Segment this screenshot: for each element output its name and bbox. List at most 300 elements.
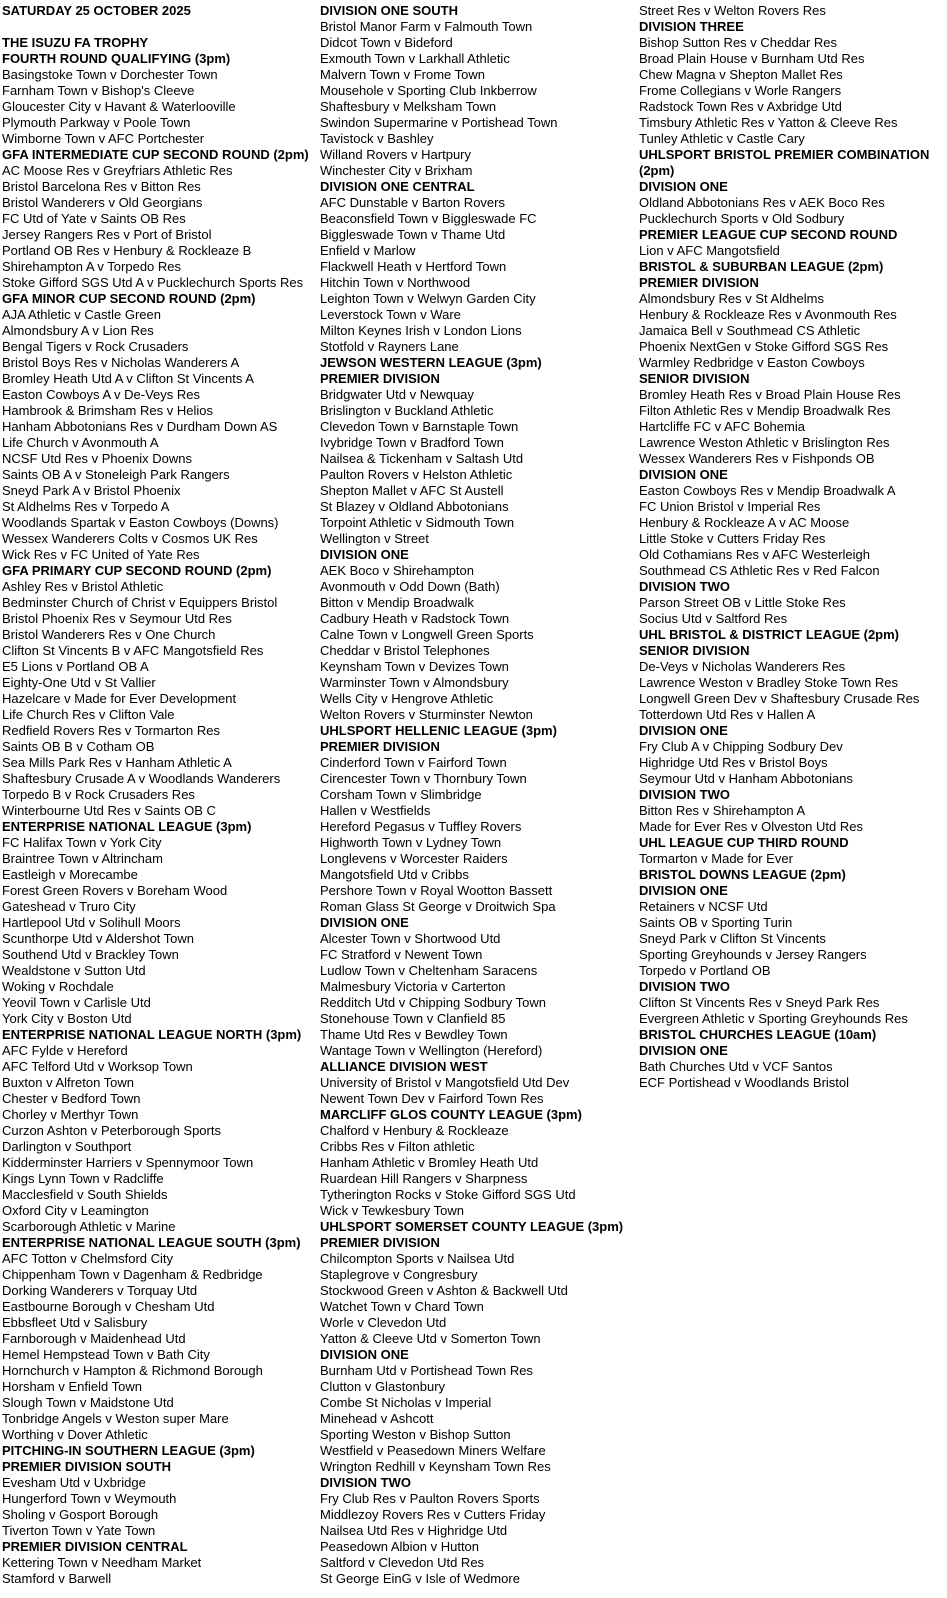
vs-separator: v — [412, 835, 426, 850]
vs-separator: v — [110, 387, 125, 402]
fixture-line — [320, 1139, 639, 1155]
away-team: Port of Bristol — [133, 227, 212, 242]
fixture-line — [639, 35, 947, 51]
away-team: De-Veys Res — [124, 387, 201, 402]
home-team: Southmead CS Athletic Res — [639, 563, 800, 578]
home-team: Shirehampton A — [2, 259, 94, 274]
vs-separator: v — [115, 611, 130, 626]
vs-separator: v — [87, 83, 102, 98]
vs-separator: v — [353, 595, 367, 610]
away-team: Street — [394, 531, 429, 546]
vs-separator: v — [55, 867, 70, 882]
vs-separator: v — [53, 1427, 68, 1442]
vs-separator: v — [76, 1331, 91, 1346]
home-team: Life Church — [2, 435, 69, 450]
home-team: Chew Magna — [639, 67, 716, 82]
home-team: Ludlow Town — [320, 963, 395, 978]
home-team: FC Stratford — [320, 947, 391, 962]
away-team: Droitwich Spa — [475, 899, 556, 914]
home-team: Lawrence Weston Athletic — [639, 435, 789, 450]
home-team: Flackwell Heath — [320, 259, 412, 274]
vs-separator: v — [121, 723, 135, 738]
away-team: Weston super Mare — [115, 1411, 229, 1426]
fixture-line — [2, 211, 320, 227]
fixture-line — [320, 115, 639, 131]
fixture-line — [2, 1411, 320, 1427]
home-team: Bristol Boys Res — [2, 355, 98, 370]
home-team: Jamaica Bell — [639, 323, 713, 338]
vs-separator: v — [81, 947, 96, 962]
home-team: Macclesfield — [2, 1187, 74, 1202]
section-header: UHLSPORT BRISTOL PREMIER COMBINATION (2pm) — [639, 147, 930, 178]
home-team: Torpedo — [639, 963, 686, 978]
vs-separator: v — [80, 483, 94, 498]
vs-separator: v — [134, 771, 149, 786]
away-team: Boston Utd — [67, 1011, 132, 1026]
away-team: Bath City — [157, 1347, 210, 1362]
vs-separator: v — [758, 547, 772, 562]
vs-separator: v — [80, 1475, 94, 1490]
away-team: Buckland Athletic — [394, 403, 494, 418]
home-team: Slough Town — [2, 1395, 77, 1410]
vs-separator: v — [65, 899, 80, 914]
vs-separator: v — [93, 259, 108, 274]
home-team: Brislington — [320, 403, 381, 418]
home-team: E5 Lions — [2, 659, 53, 674]
fixture-line — [320, 1283, 639, 1299]
vs-separator: v — [437, 979, 452, 994]
away-team: Needham Market — [101, 1555, 202, 1570]
home-team: Chilcompton Sports — [320, 1251, 434, 1266]
home-team: Southend Utd — [2, 947, 82, 962]
vs-separator: v — [764, 115, 778, 130]
fixture-line — [639, 435, 947, 451]
fixture-line — [2, 931, 320, 947]
home-team: Lawrence Weston — [639, 675, 743, 690]
away-team: Brackley Town — [95, 947, 179, 962]
vs-separator: v — [54, 1379, 69, 1394]
away-team: Seymour Utd Res — [129, 611, 232, 626]
fixture-line — [320, 1363, 639, 1379]
away-team: Fairford Town Res — [438, 1091, 544, 1106]
vs-separator: v — [364, 1555, 379, 1570]
section-header: PREMIER DIVISION — [320, 1235, 440, 1250]
vs-separator: v — [417, 867, 432, 882]
home-team: Saints OB — [639, 915, 698, 930]
vs-separator: v — [419, 675, 433, 690]
fixture-line — [639, 771, 947, 787]
fixture-line — [2, 547, 320, 563]
fixture-line — [320, 1331, 639, 1347]
home-team: Eastleigh — [2, 867, 56, 882]
vs-separator: v — [411, 1027, 425, 1042]
fixture-line — [2, 531, 320, 547]
vs-separator: v — [694, 899, 709, 914]
home-team: Frome Collegians — [639, 83, 741, 98]
vs-separator: v — [165, 595, 180, 610]
vs-separator: v — [400, 931, 415, 946]
home-team: Wrington Redhill — [320, 1459, 416, 1474]
away-team: Fishponds OB — [792, 451, 875, 466]
vs-separator: v — [431, 1075, 445, 1090]
vs-separator: v — [436, 1331, 451, 1346]
away-team: Bashley — [387, 131, 434, 146]
vs-separator: v — [127, 179, 141, 194]
section-header: DIVISION ONE — [320, 547, 409, 562]
fixture-line — [2, 675, 320, 691]
section-header: GFA PRIMARY CUP SECOND ROUND (2pm) — [2, 563, 272, 578]
home-team: Saltford — [320, 1555, 365, 1570]
home-team: Shepton Mallet — [320, 483, 407, 498]
away-team: Dorchester Town — [120, 67, 218, 82]
home-team: AFC Dunstable — [320, 195, 409, 210]
fixture-line — [2, 1043, 320, 1059]
vs-separator: v — [411, 259, 426, 274]
vs-separator: v — [99, 243, 114, 258]
fixture-line — [320, 755, 639, 771]
vs-separator: v — [359, 243, 374, 258]
home-team: Shaftesbury Crusade A — [2, 771, 135, 786]
fixture-line — [639, 595, 947, 611]
section-header: DIVISION ONE CENTRAL — [320, 179, 475, 194]
fixture-line — [2, 1555, 320, 1571]
away-team: AFC Bohemia — [724, 419, 805, 434]
fixture-line — [320, 1571, 639, 1587]
home-team: Kidderminster Harriers — [2, 1155, 133, 1170]
vs-separator: v — [406, 483, 420, 498]
away-team: Made for Ever — [711, 851, 793, 866]
fixture-line — [320, 979, 639, 995]
home-team: Hanham Abbotonians Res — [2, 419, 154, 434]
fixture-line — [320, 307, 639, 323]
fixture-line — [320, 1427, 639, 1443]
vs-separator: v — [745, 755, 759, 770]
away-team: Ashcott — [390, 1411, 434, 1426]
away-team: Chelmsford City — [80, 1251, 173, 1266]
home-team: Saints OB B — [2, 739, 73, 754]
away-team: Boreham Wood — [137, 883, 228, 898]
away-team: Shirehampton — [393, 563, 474, 578]
vs-separator: v — [408, 195, 422, 210]
fixture-line — [320, 1315, 639, 1331]
home-team: Newent Town Dev — [320, 1091, 425, 1106]
home-team: Pucklechurch Sports — [639, 211, 759, 226]
vs-separator: v — [663, 243, 677, 258]
away-team: Marine — [135, 1219, 176, 1234]
home-team: Corsham Town — [320, 787, 407, 802]
away-team: FC United of Yate Res — [70, 547, 200, 562]
fixture-line — [2, 1091, 320, 1107]
away-team: Rochdale — [58, 979, 114, 994]
home-team: AFC Fylde — [2, 1043, 64, 1058]
fixture-line — [2, 483, 320, 499]
fixture-line — [639, 499, 947, 515]
home-team: Clutton — [320, 1379, 362, 1394]
vs-separator: v — [99, 1171, 114, 1186]
fixture-line — [2, 851, 320, 867]
section-header: SENIOR DIVISION — [639, 371, 750, 386]
home-team: Enfield — [320, 243, 360, 258]
fixture-line — [320, 211, 639, 227]
away-team: Royal Wootton Bassett — [420, 883, 553, 898]
vs-separator: v — [405, 51, 419, 66]
vs-separator: v — [408, 419, 423, 434]
vs-separator: v — [420, 771, 434, 786]
vs-separator: v — [688, 659, 702, 674]
home-team: Bath Churches Utd — [639, 1059, 749, 1074]
vs-separator: v — [416, 307, 431, 322]
fixture-line — [2, 1571, 320, 1587]
away-team: Stoke Gifford SGS Utd — [445, 1187, 576, 1202]
fixture-line — [2, 259, 320, 275]
home-team: University of Bristol — [320, 1075, 432, 1090]
away-team: Imperial — [445, 1395, 492, 1410]
section-header: JEWSON WESTERN LEAGUE (3pm) — [320, 355, 542, 370]
vs-separator: v — [747, 51, 762, 66]
vs-separator: v — [67, 1203, 81, 1218]
fixture-line — [320, 291, 639, 307]
vs-separator: v — [396, 1363, 411, 1378]
fixture-line — [639, 243, 947, 259]
away-team: Hanham Abbotonians — [728, 771, 853, 786]
away-team: Mendip Broadwalk A — [777, 483, 896, 498]
away-team: Brixham — [424, 163, 473, 178]
vs-separator: v — [121, 1219, 136, 1234]
away-team: Salisbury — [93, 1315, 148, 1330]
away-team: Burnham Utd Res — [761, 51, 865, 66]
home-team: Cinderford Town — [320, 755, 415, 770]
fixture-line — [2, 915, 320, 931]
section-header: UHL BRISTOL & DISTRICT LEAGUE (2pm) — [639, 627, 900, 642]
fixture-line — [320, 1123, 639, 1139]
away-team: Marlow — [373, 243, 416, 258]
home-team: Nailsea & Tickenham — [320, 451, 443, 466]
away-team: Cutters Friday — [463, 1507, 546, 1522]
fixture-line — [639, 611, 947, 627]
away-team: Maidenhead Utd — [90, 1331, 186, 1346]
away-team: Frome Town — [413, 67, 485, 82]
away-team: Clevedon Utd — [367, 1315, 447, 1330]
vs-separator: v — [353, 1315, 368, 1330]
fixture-line — [320, 1299, 639, 1315]
fixture-line — [639, 67, 947, 83]
away-team: Falmouth Town — [444, 19, 533, 34]
vs-separator: v — [706, 931, 720, 946]
home-team: Bridgwater Utd — [320, 387, 406, 402]
home-team: Malvern Town — [320, 67, 400, 82]
fixture-line — [2, 467, 320, 483]
away-team: Tormarton Res — [134, 723, 220, 738]
fixture-line — [2, 1299, 320, 1315]
away-team: Red Falcon — [813, 563, 880, 578]
vs-separator: v — [42, 1075, 56, 1090]
home-team: Wantage Town — [320, 1043, 406, 1058]
away-team: Devizes Town — [428, 659, 509, 674]
vs-separator: v — [431, 1187, 446, 1202]
vs-separator: v — [415, 1427, 430, 1442]
fixture-line — [320, 1027, 639, 1043]
section-header: DIVISION ONE — [320, 915, 409, 930]
away-team: Hereford — [77, 1043, 128, 1058]
vs-separator: v — [106, 67, 121, 82]
vs-separator: v — [405, 387, 420, 402]
away-team: Rock Crusaders Res — [75, 787, 195, 802]
away-team: Saltford Res — [715, 611, 788, 626]
home-team: Broad Plain House — [639, 51, 748, 66]
fixture-line — [320, 83, 639, 99]
away-team: Rayners Lane — [377, 339, 459, 354]
fixture-line — [320, 1267, 639, 1283]
home-team: Wells City — [320, 691, 378, 706]
vs-separator: v — [143, 1347, 158, 1362]
away-team: Peterborough Sports — [101, 1123, 221, 1138]
away-team: London Lions — [443, 323, 522, 338]
vs-separator: v — [85, 915, 99, 930]
home-team: Sneyd Park A — [2, 483, 81, 498]
away-team: Cheltenham Saracens — [408, 963, 538, 978]
away-team: AFC St Austell — [419, 483, 504, 498]
vs-separator: v — [123, 883, 138, 898]
fixture-line — [2, 1283, 320, 1299]
vs-separator: v — [405, 707, 419, 722]
away-team: Radcliffe — [113, 1171, 164, 1186]
away-team: St Vallier — [104, 675, 156, 690]
away-team: Torpedo A — [110, 499, 170, 514]
vs-separator: v — [113, 1283, 128, 1298]
fixture-line — [639, 915, 947, 931]
home-team: Leverstock Town — [320, 307, 417, 322]
fixture-line — [639, 339, 947, 355]
vs-separator: v — [763, 483, 778, 498]
home-team: Mangotsfield Utd — [320, 867, 418, 882]
vs-separator: v — [741, 291, 756, 306]
section-header: DIVISION ONE SOUTH — [320, 3, 458, 18]
home-team: Eighty-One Utd — [2, 675, 91, 690]
fixture-line — [2, 179, 320, 195]
fixture-line — [639, 659, 947, 675]
fixture-line — [320, 419, 639, 435]
home-team: Keynsham Town — [320, 659, 416, 674]
section-header: DIVISION ONE — [639, 467, 728, 482]
fixture-line — [2, 1507, 320, 1523]
away-team: Mangotsfield Utd Dev — [444, 1075, 570, 1090]
home-team: Hemel Hempstead Town — [2, 1347, 144, 1362]
fixture-line — [639, 899, 947, 915]
home-team: Winchester City — [320, 163, 412, 178]
fixture-line — [639, 51, 947, 67]
vs-separator: v — [753, 707, 767, 722]
fixture-line — [320, 515, 639, 531]
fixture-line — [639, 1011, 947, 1027]
home-team: Wessex Wanderers Colts — [2, 531, 148, 546]
fixture-line — [320, 787, 639, 803]
fixture-line — [639, 947, 947, 963]
section-header: MARCLIFF GLOS COUNTY LEAGUE (3pm) — [320, 1107, 582, 1122]
home-team: Timsbury Athletic Res — [639, 115, 765, 130]
fixture-line — [2, 1331, 320, 1347]
away-team: Pucklechurch Sports Res — [157, 275, 304, 290]
fixture-line — [320, 899, 639, 915]
fixture-line — [320, 1075, 639, 1091]
away-team: Bishop's Cleeve — [101, 83, 195, 98]
away-team: Solihull Moors — [98, 915, 181, 930]
fixture-line — [320, 883, 639, 899]
home-team: Bitton Res — [639, 803, 699, 818]
away-team: AC Moose — [788, 515, 850, 530]
home-team: Sporting Greyhounds — [639, 947, 762, 962]
vs-separator: v — [403, 291, 418, 306]
away-team: Almondsbury — [432, 675, 509, 690]
home-team: Totterdown Utd Res — [639, 707, 754, 722]
fixture-line — [2, 995, 320, 1011]
home-team: Chorley — [2, 1107, 47, 1122]
home-team: Almondsbury Res — [639, 291, 742, 306]
section-header: PREMIER DIVISION — [320, 371, 440, 386]
vs-separator: v — [379, 563, 393, 578]
away-team: Bristol Telephones — [383, 643, 490, 658]
fixture-line — [639, 819, 947, 835]
fixture-line — [2, 1059, 320, 1075]
away-team: Yatton & Cleeve Res — [777, 115, 898, 130]
home-team: Staplegrove — [320, 1267, 390, 1282]
fixture-line — [320, 499, 639, 515]
vs-separator: v — [700, 3, 715, 18]
vs-separator: v — [90, 675, 105, 690]
away-team: Old Georgians — [118, 195, 203, 210]
home-team: Wellington — [320, 531, 381, 546]
fixture-line — [320, 835, 639, 851]
fixture-line — [2, 339, 320, 355]
home-team: Braintree Town — [2, 851, 89, 866]
away-team: Portishead Town — [461, 115, 558, 130]
away-team: Portland OB A — [66, 659, 149, 674]
away-team: Torpedo Res — [107, 259, 182, 274]
vs-separator: v — [747, 819, 762, 834]
vs-separator: v — [70, 307, 85, 322]
home-team: Saints OB A — [2, 467, 72, 482]
vs-separator: v — [389, 99, 404, 114]
vs-separator: v — [380, 403, 395, 418]
away-team: Avonmouth A — [81, 435, 159, 450]
away-team: NCSF Utd — [708, 899, 768, 914]
fixture-line — [639, 419, 947, 435]
vs-separator: v — [413, 1523, 428, 1538]
away-team: Southport — [75, 1139, 132, 1154]
vs-separator: v — [153, 419, 167, 434]
vs-separator: v — [399, 67, 414, 82]
vs-separator: v — [348, 1203, 362, 1218]
fixture-line — [2, 1187, 320, 1203]
vs-separator: v — [373, 1443, 387, 1458]
fixture-line — [320, 451, 639, 467]
vs-separator: v — [411, 1571, 426, 1586]
away-team: Bideford — [404, 35, 453, 50]
vs-separator: v — [424, 819, 439, 834]
fixture-line — [2, 1395, 320, 1411]
vs-separator: v — [785, 195, 799, 210]
away-team: Cotham OB — [86, 739, 155, 754]
away-team: Axbridge Utd — [766, 99, 842, 114]
away-team: Weymouth — [114, 1491, 177, 1506]
fixture-line — [2, 275, 320, 291]
away-team: Bristol Phoenix — [93, 483, 181, 498]
vs-separator: v — [119, 227, 134, 242]
home-team: De-Veys — [639, 659, 689, 674]
home-team: Burnham Utd — [320, 1363, 397, 1378]
home-team: Alcester Town — [320, 931, 401, 946]
section-header: DIVISION ONE — [639, 179, 728, 194]
away-team: Yate Town — [95, 1523, 156, 1538]
